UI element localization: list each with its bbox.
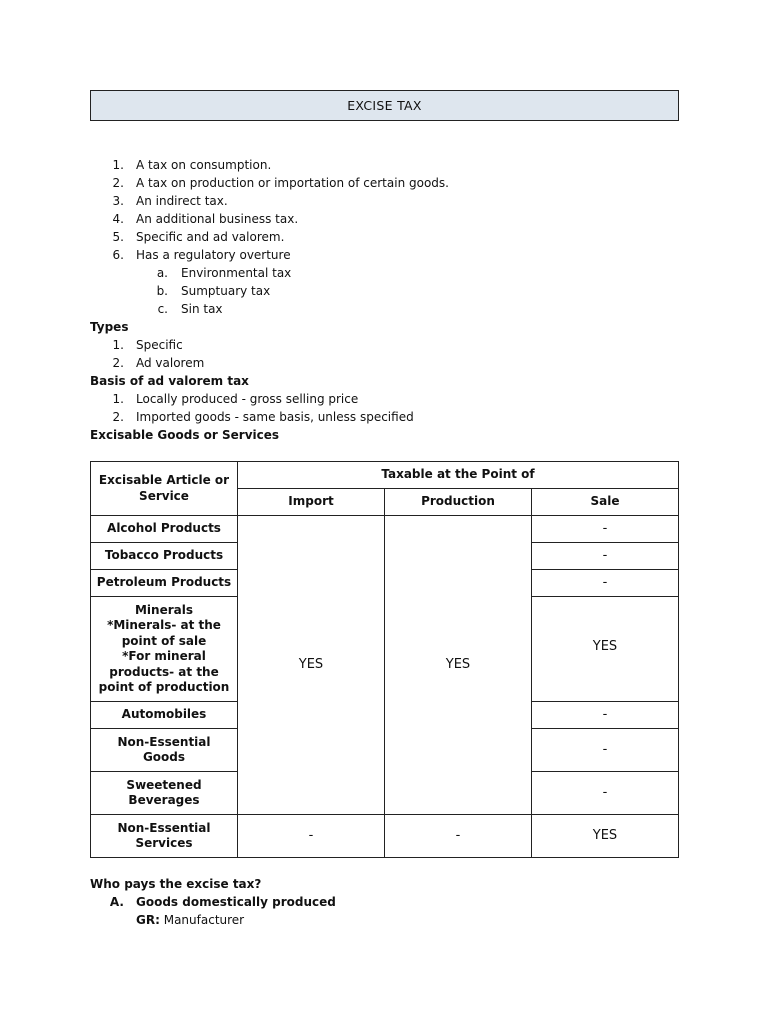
sale-cell: - xyxy=(532,516,679,543)
gr-label: GR: xyxy=(136,913,160,927)
sublist-letter: b. xyxy=(156,284,168,298)
list-number: 2. xyxy=(112,356,124,370)
section-heading-types: Types xyxy=(90,320,129,334)
list-letter: A. xyxy=(109,895,124,909)
list-text: Locally produced - gross selling price xyxy=(136,392,359,406)
minerals-line: Minerals xyxy=(134,602,193,617)
article-cell xyxy=(91,772,238,815)
list-text: An indirect tax. xyxy=(136,194,228,208)
minerals-line: products- at the xyxy=(109,664,219,679)
list-text: Specific xyxy=(136,338,183,352)
article-cell xyxy=(91,729,238,772)
gr-line xyxy=(136,911,244,929)
excisable-goods-table xyxy=(90,461,679,858)
list-text: A tax on consumption. xyxy=(136,158,272,172)
list-number: 3. xyxy=(112,194,124,208)
page-title: EXCISE TAX xyxy=(347,98,422,113)
table-header-row xyxy=(91,462,679,489)
title-banner xyxy=(90,90,679,121)
section-heading-who-pays: Who pays the excise tax? xyxy=(90,877,262,891)
article-cell: Alcohol Products xyxy=(91,516,238,543)
list-number: 1. xyxy=(112,392,124,406)
table-row xyxy=(91,516,679,543)
sublist-text: Environmental tax xyxy=(181,266,292,280)
header-production: Production xyxy=(385,489,532,516)
section-heading-basis: Basis of ad valorem tax xyxy=(90,374,249,388)
sublist-letter: c. xyxy=(157,302,168,316)
production-merged-cell: YES xyxy=(385,516,532,815)
list-number: 1. xyxy=(112,158,124,172)
list-number: 6. xyxy=(112,248,124,262)
list-number: 2. xyxy=(112,410,124,424)
list-number: 2. xyxy=(112,176,124,190)
sale-cell: - xyxy=(532,729,679,772)
sale-cell: - xyxy=(532,702,679,729)
sale-cell: - xyxy=(532,543,679,570)
sublist-text: Sumptuary tax xyxy=(181,284,271,298)
article-cell: Petroleum Products xyxy=(91,570,238,597)
list-text: A tax on production or importation of certain goods. xyxy=(136,176,449,190)
sale-cell: YES xyxy=(532,597,679,702)
sublist-letter: a. xyxy=(156,266,168,280)
minerals-line: *Minerals- at the xyxy=(107,618,221,632)
article-cell: Tobacco Products xyxy=(91,543,238,570)
sale-cell: - xyxy=(532,570,679,597)
minerals-line: *For mineral xyxy=(122,649,206,663)
header-import: Import xyxy=(238,489,385,516)
header-sale: Sale xyxy=(532,489,679,516)
sale-cell: YES xyxy=(532,815,679,858)
list-text: Specific and ad valorem. xyxy=(136,230,285,244)
list-text: Has a regulatory overture xyxy=(136,248,291,262)
list-text: Imported goods - same basis, unless specified xyxy=(136,410,414,424)
article-text: Non-Essential Goods xyxy=(117,734,211,764)
article-cell xyxy=(91,815,238,858)
sale-cell: - xyxy=(532,772,679,815)
gr-text: Manufacturer xyxy=(163,913,245,927)
sublist-text: Sin tax xyxy=(181,302,223,316)
article-text: Sweetened Beverages xyxy=(126,777,202,807)
list-text: An additional business tax. xyxy=(136,212,299,226)
list-text: Ad valorem xyxy=(136,356,205,370)
article-cell-minerals xyxy=(91,597,238,702)
list-number: 5. xyxy=(112,230,124,244)
minerals-line: point of sale xyxy=(121,633,207,648)
list-number: 1. xyxy=(112,338,124,352)
import-merged-cell: YES xyxy=(238,516,385,815)
production-cell: - xyxy=(385,815,532,858)
article-text: Non-Essential Services xyxy=(117,820,211,850)
header-taxable-group: Taxable at the Point of xyxy=(238,462,679,489)
minerals-line: point of production xyxy=(98,680,230,694)
table-row xyxy=(91,815,679,858)
list-text: Goods domestically produced xyxy=(136,895,336,909)
section-heading-excisable: Excisable Goods or Services xyxy=(90,428,280,442)
list-number: 4. xyxy=(112,212,124,226)
header-article: Excisable Article or Service xyxy=(91,462,238,516)
import-cell: - xyxy=(238,815,385,858)
article-cell: Automobiles xyxy=(91,702,238,729)
